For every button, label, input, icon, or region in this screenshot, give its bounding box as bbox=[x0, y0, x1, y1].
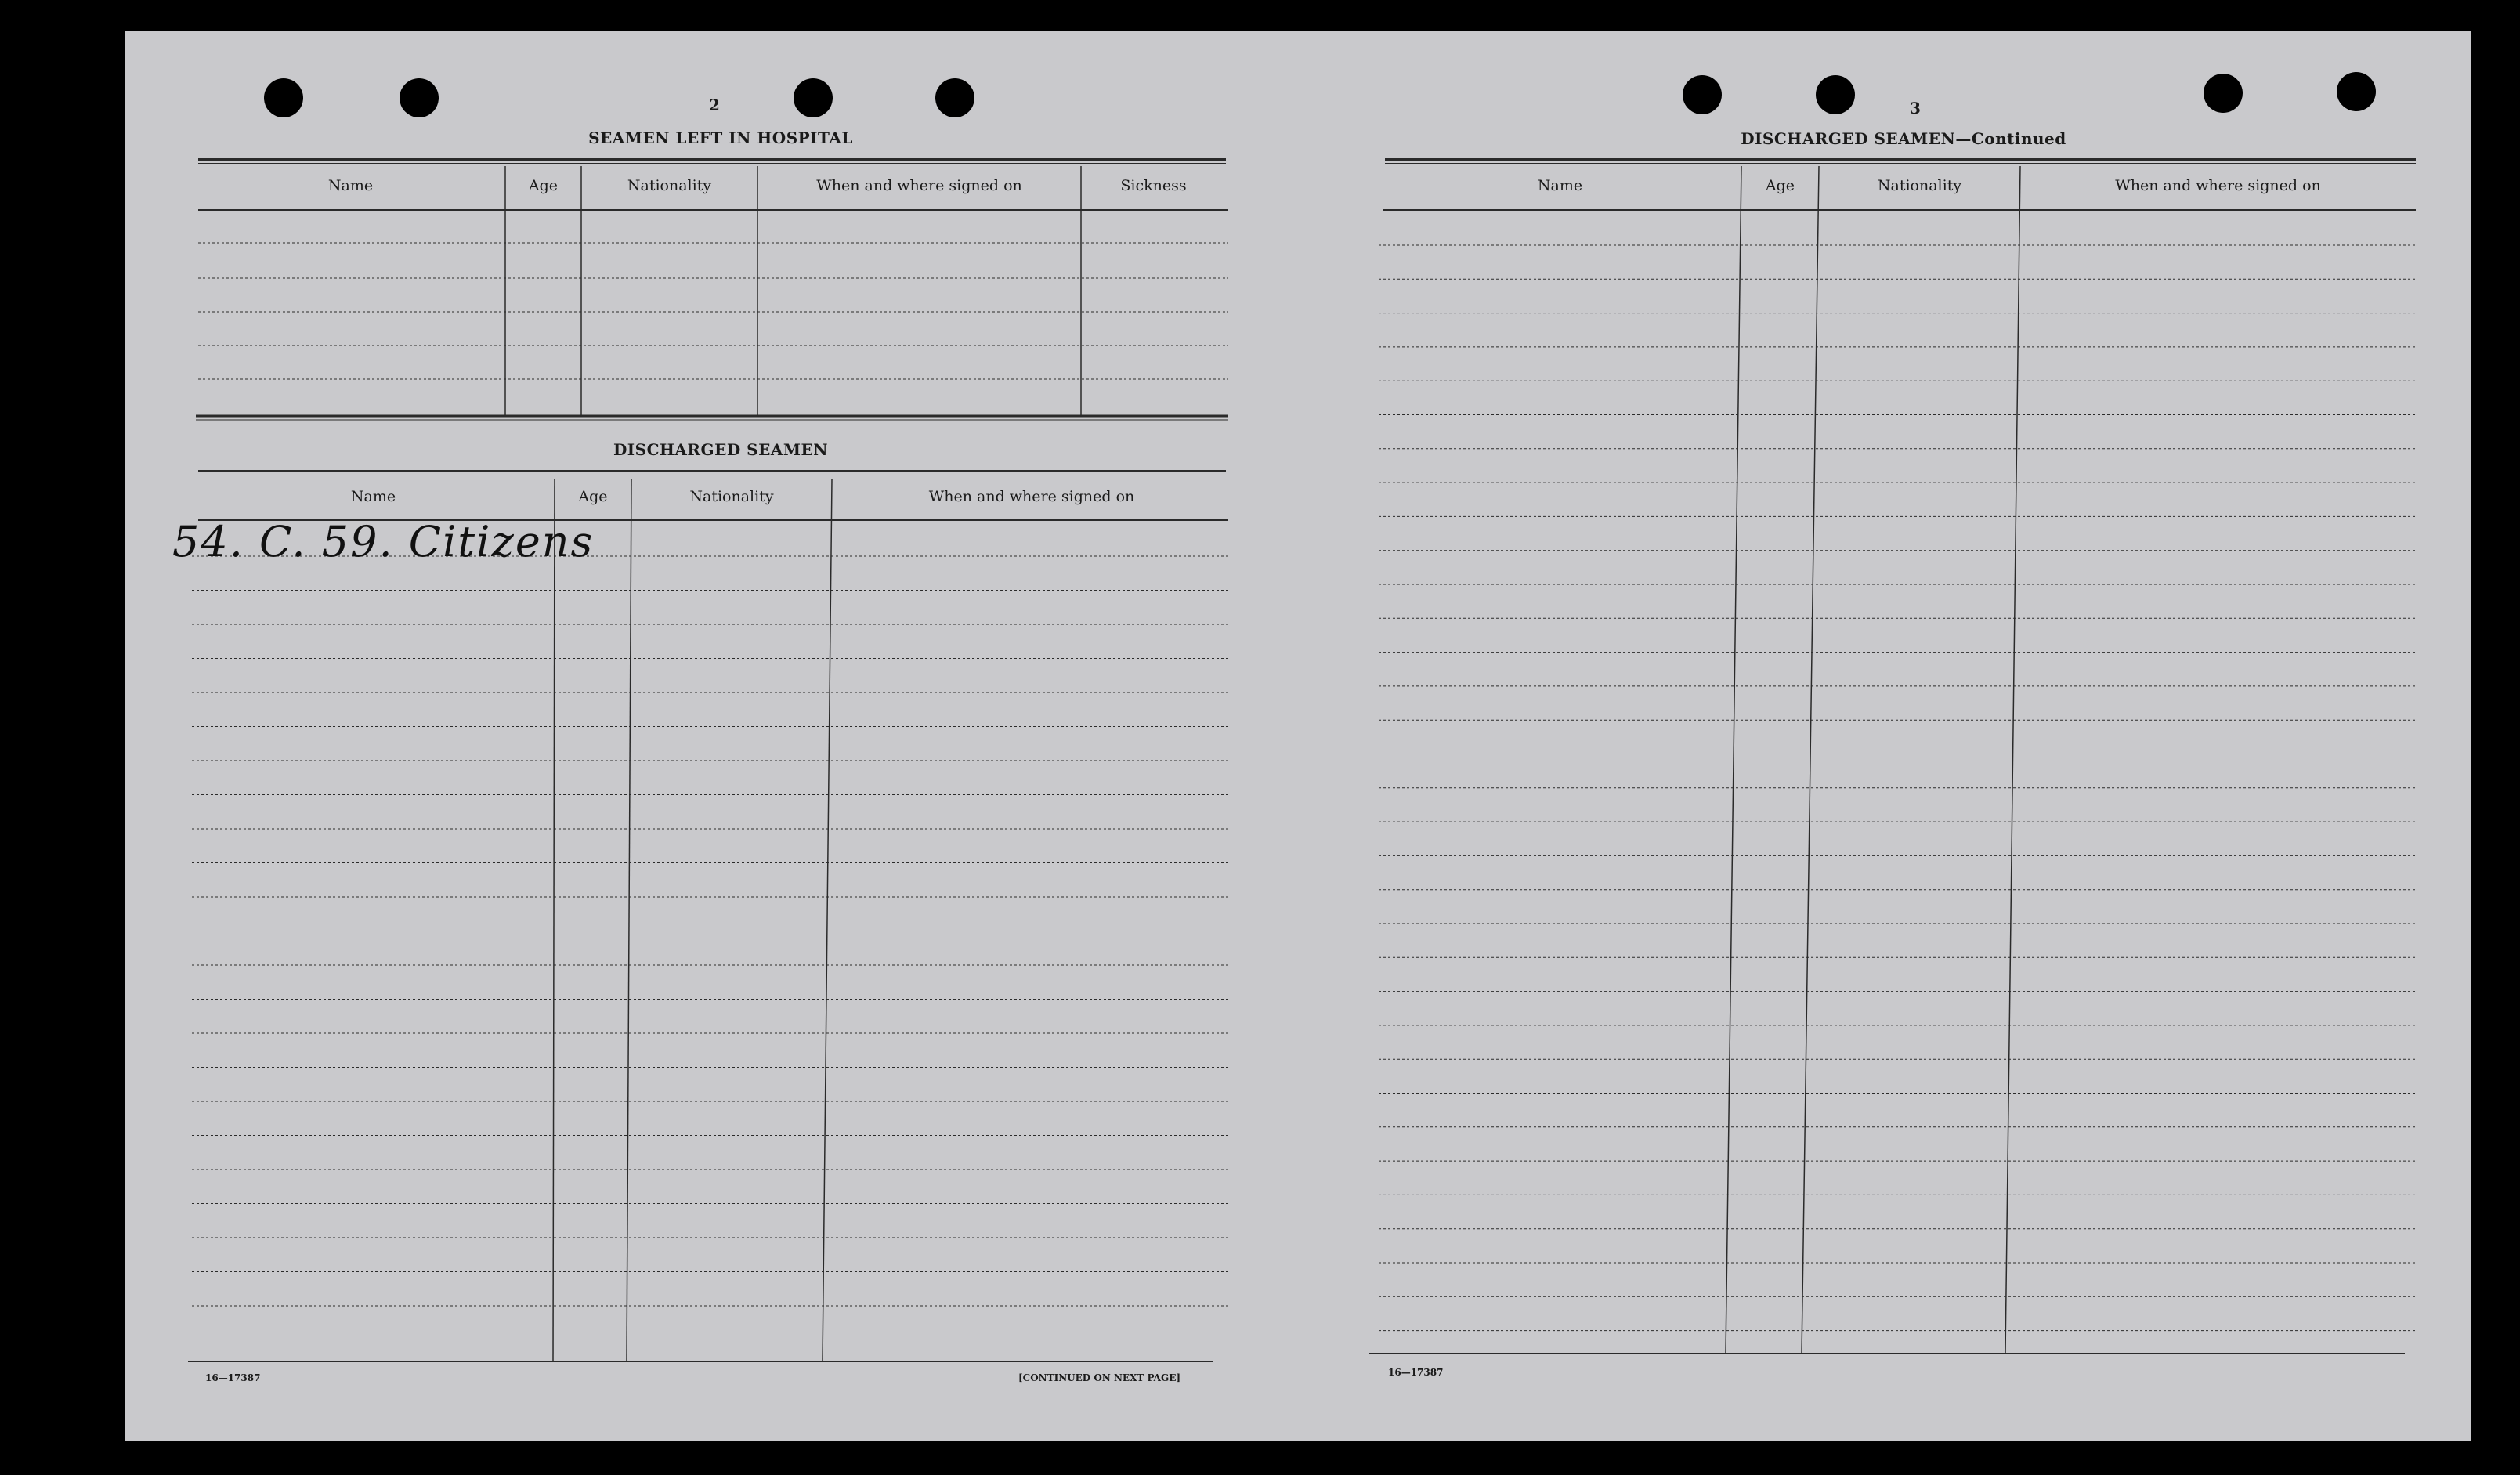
page-number-left: 2 bbox=[709, 96, 720, 114]
hospital-col-nationality: Nationality bbox=[627, 177, 712, 194]
hospital-col-when-where: When and where signed on bbox=[816, 177, 1022, 194]
page-number-right: 3 bbox=[1910, 99, 1921, 117]
discharged-continued-title: DISCHARGED SEAMEN—Continued bbox=[1741, 129, 2066, 148]
hospital-section-title: SEAMEN LEFT IN HOSPITAL bbox=[588, 128, 853, 147]
hospital-col-name: Name bbox=[327, 177, 374, 194]
right-col-nationality: Nationality bbox=[1877, 177, 1962, 194]
form-number-right: 16—17387 bbox=[1388, 1367, 1444, 1378]
discharged-col-name: Name bbox=[350, 488, 396, 505]
right-title-rule bbox=[1385, 158, 2416, 164]
right-column-rule bbox=[1802, 166, 1819, 1354]
discharged-col-nationality: Nationality bbox=[689, 488, 774, 505]
right-col-when-where: When and where signed on bbox=[2115, 177, 2321, 194]
discharged-title-rule bbox=[198, 470, 1226, 475]
hospital-col-sickness: Sickness bbox=[1120, 177, 1187, 194]
continued-note: [CONTINUED ON NEXT PAGE] bbox=[1018, 1372, 1181, 1383]
right-column-rule bbox=[1726, 166, 1741, 1354]
discharged-section-title: DISCHARGED SEAMEN bbox=[613, 440, 829, 459]
hospital-title-rule bbox=[198, 158, 1226, 164]
right-col-age: Age bbox=[1765, 177, 1795, 194]
right-col-name: Name bbox=[1537, 177, 1583, 194]
discharged-col-when-where: When and where signed on bbox=[928, 488, 1135, 505]
discharged-column-rule bbox=[627, 479, 631, 1361]
discharged-col-age: Age bbox=[578, 488, 608, 505]
discharged-column-rule bbox=[823, 479, 832, 1361]
form-number-left: 16—17387 bbox=[205, 1372, 261, 1383]
handwritten-entry: 54. C. 59. Citizens bbox=[172, 517, 595, 566]
discharged-column-rule bbox=[553, 479, 555, 1361]
right-column-rule bbox=[2005, 166, 2020, 1354]
hospital-col-age: Age bbox=[528, 177, 559, 194]
